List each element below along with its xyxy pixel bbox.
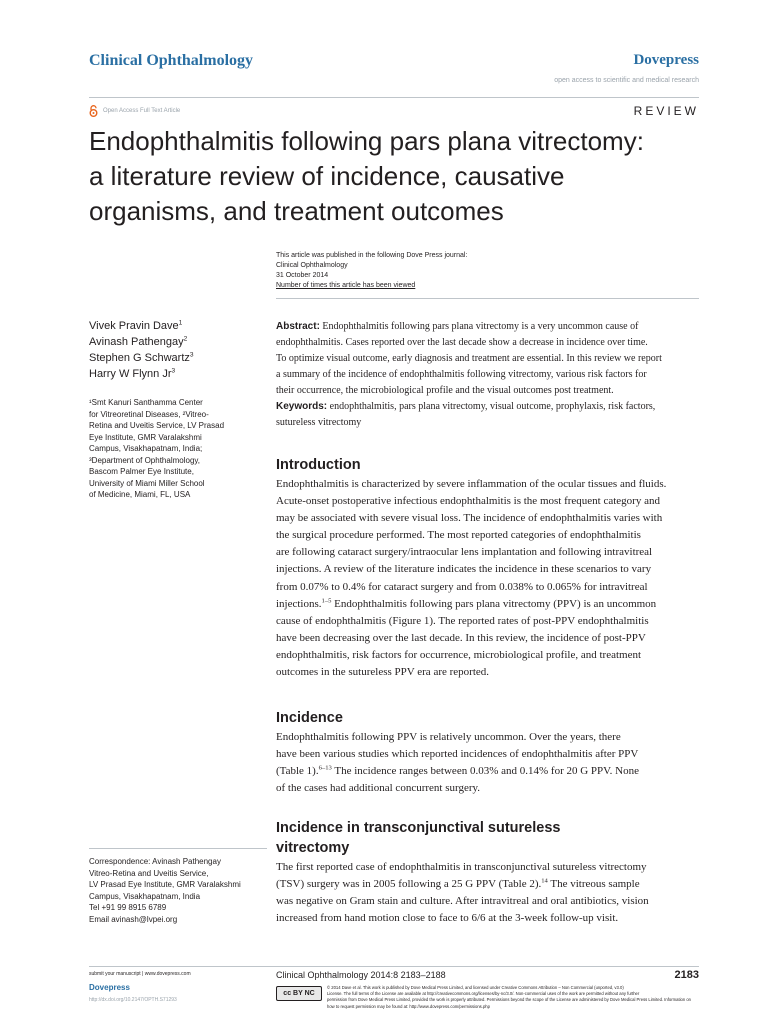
open-access-icon bbox=[89, 105, 98, 117]
abstract-line: a summary of the incidence of endophthalmitis following vitrectomy, various risk factors for bbox=[276, 369, 647, 380]
license-line: how to request permission may be found at: http://www.dovepress.com/permissions.php bbox=[327, 1003, 490, 1009]
abstract-line: To optimize visual outcome, early diagnosis and treatment are essential. In this review we report bbox=[276, 353, 662, 364]
body-line: of the cases had additional concurrent surgery. bbox=[276, 782, 481, 795]
affiliations bbox=[89, 397, 267, 501]
article-type: REVIEW bbox=[633, 104, 699, 118]
body-line: outcomes in the sutureless PPV era are reported. bbox=[276, 666, 490, 679]
section-heading-tsv-cont: vitrectomy bbox=[276, 840, 350, 856]
license-line: License. The full terms of the License are available at http://creativecommons.org/licenses/by-nc/3.0/. Non-commercial uses of the work are permitted without any further bbox=[327, 991, 640, 997]
correspondence-line: Campus, Visakhapatnam, India bbox=[89, 891, 201, 901]
affiliation-line: ¹Smt Kanuri Santhamma Center bbox=[89, 398, 203, 407]
affiliation-line: of Medicine, Miami, FL, USA bbox=[89, 490, 191, 499]
title-line: organisms, and treatment outcomes bbox=[89, 196, 504, 226]
citation-ref: 1–5 bbox=[321, 597, 332, 604]
body-line: injections. A review of the literature indicates the incidence in these scenarios to vary bbox=[276, 563, 652, 576]
author: Harry W Flynn Jr$^3$ bbox=[89, 367, 176, 380]
body-line: was negative on Gram stain and culture. After intravitreal and oral antibiotics, vision bbox=[276, 895, 649, 908]
title-line: Endophthalmitis following pars plana vitrectomy: bbox=[89, 126, 644, 156]
open-access-badge bbox=[89, 105, 180, 117]
correspondence-line: LV Prasad Eye Institute, GMR Varalakshmi bbox=[89, 880, 241, 889]
tsv-body bbox=[276, 859, 701, 927]
abstract-line: Abstract: Endophthalmitis following pars plana vitrectomy is a very uncommon cause of bbox=[276, 321, 639, 332]
correspondence-email[interactable]: Email avinash@lvpei.org bbox=[89, 914, 178, 924]
section-heading-introduction: Introduction bbox=[276, 457, 361, 473]
pub-info-date: 31 October 2014 bbox=[276, 272, 329, 279]
correspondence-line: Correspondence: Avinash Pathengay bbox=[89, 857, 221, 866]
keywords-label: Keywords: bbox=[276, 401, 328, 412]
body-line: (TSV) surgery was in 2005 following a 25 G PPV (Table 2).$^{14}$ The vitreous sample bbox=[276, 877, 640, 891]
submit-manuscript-link[interactable]: submit your manuscript | www.dovepress.com bbox=[89, 971, 191, 977]
author: Vivek Pravin Dave$^1$ bbox=[89, 319, 183, 332]
body-line: cause of endophthalmitis (Figure 1). The reported rates of post-PPV endophthalmitis bbox=[276, 614, 649, 627]
body-line: endophthalmitis, risk factors for occurrence, microbiological profile, and treatment bbox=[276, 648, 642, 661]
body-line: increased from hand motion close to face to 6/6 at the 3-week follow-up visit. bbox=[276, 912, 619, 925]
body-line: have been decreasing over the last decade. In this review, the incidence of post-PPV bbox=[276, 631, 646, 644]
body-line: injections.$^{1-5}$ Endophthalmitis following pars plana vitrectomy (PPV) is an uncommon bbox=[276, 597, 657, 610]
affiliation-line: for Vitreoretinal Diseases, ²Vitreo- bbox=[89, 409, 209, 419]
keywords-line: sutureless vitrectomy bbox=[276, 417, 362, 428]
body-line: from 0.07% to 0.4% for cataract surgery and from 0.038% to 0.065% for intravitreal bbox=[276, 580, 648, 593]
abstract-line: endophthalmitis. Cases reported over the last decade show a decrease in incidence over time. bbox=[276, 337, 648, 348]
correspondence bbox=[89, 856, 241, 925]
author: Avinash Pathengay$^2$ bbox=[89, 335, 188, 348]
title-line: a literature review of incidence, causative bbox=[89, 161, 565, 191]
open-access-label: Open Access Full Text Article bbox=[103, 108, 181, 114]
license-line: © 2014 Dave et al. This work is published by Dove Medical Press Limited, and licensed under Creative Commons Attribution – Non Commercial (unported, v3.0) bbox=[327, 985, 624, 990]
correspondence-divider bbox=[89, 848, 267, 849]
citation-ref: 14 bbox=[541, 877, 548, 885]
publication-info bbox=[276, 251, 467, 291]
affiliation-line: Retina and Uveitis Service, LV Prasad bbox=[89, 421, 225, 430]
body-line: Endophthalmitis following PPV is relatively uncommon. Over the years, there bbox=[276, 731, 621, 743]
abstract bbox=[276, 319, 701, 431]
author: Stephen G Schwartz$^3$ bbox=[89, 351, 194, 364]
section-heading-incidence: Incidence bbox=[276, 710, 343, 726]
views-link[interactable]: Number of times this article has been viewed bbox=[276, 282, 416, 289]
creative-commons-icon[interactable]: cc BY NC bbox=[276, 986, 322, 1001]
body-line: may be associated with severe visual loss. The incidence of endophthalmitis varies with bbox=[276, 512, 663, 525]
body-line: are following cataract surgery/intraocular lens implantation and following intravitreal bbox=[276, 546, 653, 559]
page-number: 2183 bbox=[674, 969, 699, 981]
abstract-line: their occurrence, the microbiological profile and the visual outcomes post treatment. bbox=[276, 385, 614, 396]
footer-left bbox=[89, 971, 191, 1003]
affiliation-line: Eye Institute, GMR Varalakshmi bbox=[89, 432, 202, 442]
keywords-line: Keywords: endophthalmitis, pars plana vitrectomy, visual outcome, prophylaxis, risk factors, bbox=[276, 401, 656, 412]
body-line: The first reported case of endophthalmitis in transconjunctival sutureless vitrectomy bbox=[276, 861, 647, 873]
body-line: Acute-onset postoperative infectious endophthalmitis is the most frequent category and bbox=[276, 495, 660, 508]
pub-info-divider bbox=[276, 298, 699, 299]
author-list bbox=[89, 318, 194, 382]
introduction-body bbox=[276, 476, 701, 681]
correspondence-line: Vitreo-Retina and Uveitis Service, bbox=[89, 868, 209, 878]
license-text bbox=[327, 985, 701, 1010]
footer-divider bbox=[89, 966, 699, 967]
publisher-tagline: open access to scientific and medical research bbox=[554, 77, 699, 84]
journal-name: Clinical Ophthalmology bbox=[89, 52, 254, 69]
pub-info-line: This article was published in the following Dove Press journal: bbox=[276, 252, 468, 259]
body-line: (Table 1).$^{6-13}$ The incidence ranges between 0.03% and 0.14% for 20 G PPV. None bbox=[276, 764, 640, 778]
correspondence-line: Tel +91 99 8915 6789 bbox=[89, 903, 167, 912]
incidence-body bbox=[276, 729, 701, 797]
section-heading-tsv: Incidence in transconjunctival sutureless bbox=[276, 820, 561, 836]
affiliation-line: Bascom Palmer Eye Institute, bbox=[89, 467, 194, 476]
abstract-label: Abstract: bbox=[276, 321, 320, 332]
affiliation-line: University of Miami Miller School bbox=[89, 478, 205, 488]
body-line: have been various studies which reported incidences of endophthalmitis after PPV bbox=[276, 748, 639, 761]
pub-info-journal: Clinical Ophthalmology bbox=[276, 262, 348, 269]
footer-publisher-logo: Dovepress bbox=[89, 983, 130, 992]
footer-citation: Clinical Ophthalmology 2014:8 2183–2188 bbox=[276, 970, 446, 980]
publisher-logo: Dovepress bbox=[633, 52, 699, 68]
affiliation-line: ³Department of Ophthalmology, bbox=[89, 455, 201, 465]
citation-ref: 6–13 bbox=[318, 764, 332, 772]
body-line: the surgical procedure performed. The most reported categories of endophthalmitis bbox=[276, 529, 641, 542]
affiliation-line: Campus, Visakhapatnam, India; bbox=[89, 444, 203, 453]
body-line: Endophthalmitis is characterized by severe inflammation of the ocular tissues and fluids. bbox=[276, 478, 667, 490]
license-line: permission from Dove Medical Press Limited, provided the work is properly attributed. Permissions beyond the scope of the License are administered by Dove Medical Press Limited. Information on bbox=[327, 997, 692, 1003]
article-title bbox=[89, 124, 709, 229]
header-divider bbox=[89, 97, 699, 98]
doi-link[interactable]: http://dx.doi.org/10.2147/OPTH.S71293 bbox=[89, 997, 177, 1003]
